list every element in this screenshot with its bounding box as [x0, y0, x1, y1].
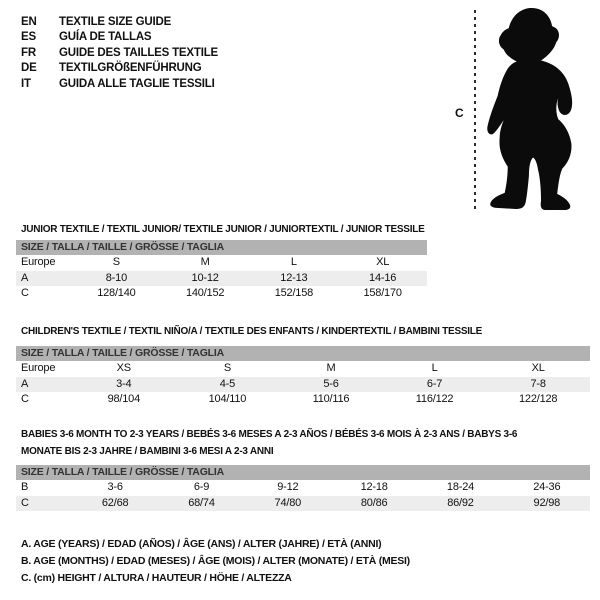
value-cell: 5-6	[323, 377, 339, 390]
language-code: DE	[21, 62, 37, 75]
value-cell: 128/140	[97, 287, 136, 299]
value-cell: 4-5	[219, 377, 236, 390]
value-cell: 110/116	[312, 393, 350, 405]
table-title-children: CHILDREN'S TEXTILE / TEXTIL NIÑO/A / TEXTILE DES ENFANTS / KINDERTEXTIL / BAMBINI TESSILE	[21, 326, 483, 337]
value-cell: M	[326, 362, 336, 374]
footnote-a: A. AGE (YEARS) / EDAD (AÑOS) / ÂGE (ANS) / ALTER (JAHRE) / ETÀ (ANNI)	[21, 538, 382, 550]
table-header-bar: SIZE / TALLA / TAILLE / GRÖSSE / TAGLIA	[16, 465, 590, 480]
language-code: ES	[21, 31, 36, 44]
table-row	[16, 255, 427, 271]
value-cell: 104/110	[208, 393, 247, 405]
value-cell: 7-8	[530, 377, 546, 390]
language-label: GUÍA DE TALLAS	[59, 31, 152, 44]
value-cell: 116/122	[415, 393, 454, 405]
value-cell: 8-10	[105, 271, 127, 284]
value-cell: M	[200, 256, 210, 268]
value-cell: XL	[376, 256, 390, 268]
language-label: GUIDE DES TAILLES TEXTILE	[59, 46, 218, 59]
value-cell: XS	[116, 362, 131, 374]
value-cell: 24-36	[533, 481, 561, 493]
row-label-cell: B	[21, 481, 29, 493]
language-list	[21, 15, 218, 92]
row-label-cell: C	[21, 393, 29, 405]
value-cell: 9-12	[277, 481, 299, 493]
value-cell: 6-7	[426, 377, 443, 390]
language-row-en	[21, 15, 218, 30]
table-row	[16, 480, 590, 496]
value-cell: 3-6	[107, 481, 123, 493]
row-label-cell: C	[21, 287, 29, 299]
language-code: EN	[21, 16, 37, 28]
table-header-bar: SIZE / TALLA / TAILLE / GRÖSSE / TAGLIA	[16, 240, 427, 255]
language-label: TEXTILGRÖßENFÜHRUNG	[59, 62, 202, 75]
value-cell: L	[431, 362, 438, 374]
row-label-cell: Europe	[21, 256, 56, 268]
value-cell: 140/152	[185, 287, 225, 299]
table-row	[16, 392, 590, 408]
table-row	[16, 377, 590, 393]
table-row	[16, 496, 590, 512]
size-table-junior	[16, 240, 427, 302]
footnotes	[21, 536, 410, 588]
value-cell: 12-13	[280, 271, 308, 284]
table-title-babies: BABIES 3-6 MONTH TO 2-3 YEARS / BEBÉS 3-6 MESES A 2-3 AÑOS / BÉBÉS 3-6 MOIS À 2-3 ANS / BABYS 3-6 MONATE BIS 2-3 JAHRE / BAMBINI 3-6 MESI A 2-3 ANNI	[21, 429, 518, 457]
value-cell: S	[112, 256, 120, 268]
value-cell: 10-12	[191, 271, 219, 284]
size-table-children	[16, 346, 590, 408]
table-title-junior: JUNIOR TEXTILE / TEXTIL JUNIOR/ TEXTILE JUNIOR / JUNIORTEXTIL / JUNIOR TESSILE	[21, 224, 425, 235]
value-cell: 62/68	[101, 496, 129, 509]
value-cell: 158/170	[363, 287, 402, 299]
value-cell: S	[223, 362, 231, 374]
table-row	[16, 361, 590, 377]
footnote-c: C. (cm) HEIGHT / ALTURA / HAUTEUR / HÖHE / ALTEZZA	[21, 572, 292, 585]
table-row	[16, 271, 427, 287]
value-cell: 98/104	[107, 393, 141, 405]
value-cell: 3-4	[116, 377, 132, 390]
language-row-fr	[21, 46, 218, 61]
row-label-cell: A	[21, 271, 29, 284]
language-code: IT	[21, 77, 31, 90]
value-cell: 18-24	[446, 481, 475, 493]
value-cell: 14-16	[369, 271, 397, 284]
baby-silhouette	[484, 4, 588, 211]
language-row-it	[21, 77, 218, 92]
value-cell: 12-18	[360, 481, 388, 493]
value-cell: 86/92	[447, 496, 474, 509]
table-header-bar: SIZE / TALLA / TAILLE / GRÖSSE / TAGLIA	[16, 346, 590, 361]
value-cell: L	[290, 256, 297, 268]
language-row-es	[21, 30, 218, 45]
value-cell: 6-9	[193, 481, 210, 493]
row-label-cell: A	[21, 377, 29, 390]
language-label: TEXTILE SIZE GUIDE	[59, 16, 172, 28]
value-cell: 122/128	[518, 393, 558, 405]
value-cell: 92/98	[533, 496, 561, 509]
row-label-cell: Europe	[21, 362, 56, 374]
size-table-babies	[16, 465, 590, 511]
row-label-cell: C	[21, 496, 29, 509]
height-dashed-line	[474, 10, 476, 210]
height-measure-label: C	[455, 106, 464, 120]
value-cell: 80/86	[360, 496, 388, 509]
table-row	[16, 286, 427, 302]
value-cell: 152/158	[274, 287, 314, 299]
value-cell: XL	[531, 362, 545, 374]
language-label: GUIDA ALLE TAGLIE TESSILI	[59, 77, 215, 90]
language-code: FR	[21, 46, 36, 59]
language-row-de	[21, 61, 218, 76]
value-cell: 74/80	[274, 496, 302, 509]
value-cell: 68/74	[188, 496, 215, 509]
footnote-b: B. AGE (MONTHS) / EDAD (MESES) / ÂGE (MOIS) / ALTER (MONATE) / ETÀ (MESI)	[21, 555, 410, 568]
